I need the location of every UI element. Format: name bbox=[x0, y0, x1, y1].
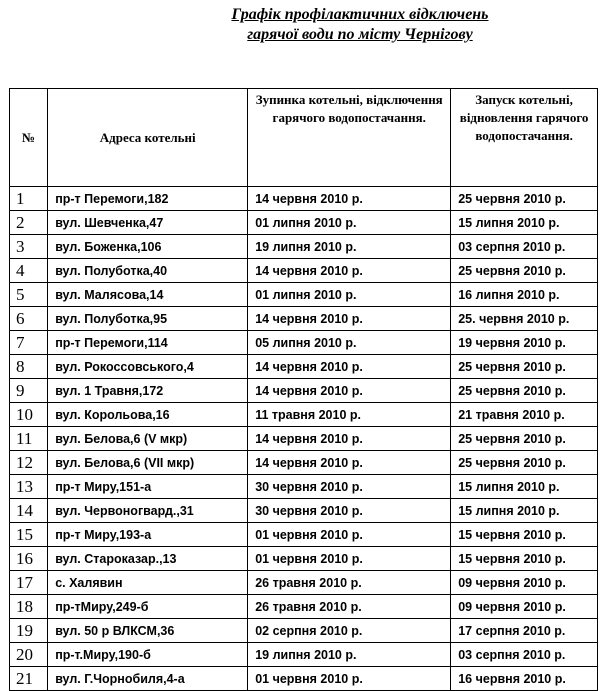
row-stop-date: 14 червня 2010 р. bbox=[248, 379, 451, 403]
row-start-date: 19 червня 2010 р. bbox=[451, 331, 598, 355]
row-start-date: 21 травня 2010 р. bbox=[451, 403, 598, 427]
header-start-date: Запуск котельні, відновлення гарячого водопостачання. bbox=[451, 89, 598, 187]
header-stop-date: Зупинка котельні, відключення гарячого водопостачання. bbox=[248, 89, 451, 187]
row-start-date: 25 червня 2010 р. bbox=[451, 259, 598, 283]
table-row bbox=[10, 547, 598, 571]
row-number: 18 bbox=[10, 595, 48, 619]
row-start-date: 25 червня 2010 р. bbox=[451, 355, 598, 379]
row-start-date: 25 червня 2010 р. bbox=[451, 379, 598, 403]
row-number: 2 bbox=[10, 211, 48, 235]
row-stop-date: 14 червня 2010 р. bbox=[248, 427, 451, 451]
row-number: 15 bbox=[10, 523, 48, 547]
row-stop-date: 14 червня 2010 р. bbox=[248, 451, 451, 475]
row-address: вул. Боженка,106 bbox=[48, 235, 248, 259]
row-start-date: 25 червня 2010 р. bbox=[451, 451, 598, 475]
row-address: вул. 50 р ВЛКСМ,36 bbox=[48, 619, 248, 643]
title-line-1: Графік профілактичних відключень bbox=[231, 6, 489, 23]
row-stop-date: 14 червня 2010 р. bbox=[248, 259, 451, 283]
row-number: 11 bbox=[10, 427, 48, 451]
table-row bbox=[10, 595, 598, 619]
row-number: 8 bbox=[10, 355, 48, 379]
row-stop-date: 30 червня 2010 р. bbox=[248, 499, 451, 523]
table-row bbox=[10, 403, 598, 427]
table-row bbox=[10, 643, 598, 667]
row-address: пр-тМиру,249-б bbox=[48, 595, 248, 619]
row-number: 10 bbox=[10, 403, 48, 427]
title-line-2: гарячої води по місту Чернігову bbox=[247, 26, 473, 43]
document-title bbox=[180, 5, 540, 45]
row-address: пр-т Миру,193-а bbox=[48, 523, 248, 547]
table-row bbox=[10, 331, 598, 355]
row-number: 13 bbox=[10, 475, 48, 499]
row-number: 5 bbox=[10, 283, 48, 307]
row-stop-date: 14 червня 2010 р. bbox=[248, 307, 451, 331]
row-stop-date: 01 червня 2010 р. bbox=[248, 547, 451, 571]
table-row bbox=[10, 235, 598, 259]
row-start-date: 25 червня 2010 р. bbox=[451, 187, 598, 211]
table-row bbox=[10, 571, 598, 595]
row-number: 12 bbox=[10, 451, 48, 475]
table-row bbox=[10, 355, 598, 379]
row-start-date: 25. червня 2010 р. bbox=[451, 307, 598, 331]
row-start-date: 03 серпня 2010 р. bbox=[451, 643, 598, 667]
row-start-date: 17 серпня 2010 р. bbox=[451, 619, 598, 643]
table-row bbox=[10, 451, 598, 475]
row-start-date: 16 червня 2010 р. bbox=[451, 667, 598, 691]
row-start-date: 15 липня 2010 р. bbox=[451, 475, 598, 499]
row-address: пр-т Перемоги,114 bbox=[48, 331, 248, 355]
row-start-date: 03 серпня 2010 р. bbox=[451, 235, 598, 259]
row-stop-date: 01 липня 2010 р. bbox=[248, 283, 451, 307]
header-address: Адреса котельні bbox=[48, 89, 248, 187]
row-address: вул. Полуботка,95 bbox=[48, 307, 248, 331]
table-row bbox=[10, 499, 598, 523]
row-address: вул. Шевченка,47 bbox=[48, 211, 248, 235]
row-number: 3 bbox=[10, 235, 48, 259]
schedule-table bbox=[9, 88, 598, 691]
row-address: вул. Корольова,16 bbox=[48, 403, 248, 427]
row-number: 4 bbox=[10, 259, 48, 283]
row-address: вул. Белова,6 (V мкр) bbox=[48, 427, 248, 451]
row-stop-date: 26 травня 2010 р. bbox=[248, 571, 451, 595]
row-number: 20 bbox=[10, 643, 48, 667]
row-start-date: 15 липня 2010 р. bbox=[451, 499, 598, 523]
table-row bbox=[10, 619, 598, 643]
row-address: вул. Староказар.,13 bbox=[48, 547, 248, 571]
row-start-date: 15 липня 2010 р. bbox=[451, 211, 598, 235]
table-header-row bbox=[10, 89, 598, 187]
row-address: вул. Червоногвард.,31 bbox=[48, 499, 248, 523]
row-number: 19 bbox=[10, 619, 48, 643]
row-address: вул. 1 Травня,172 bbox=[48, 379, 248, 403]
row-stop-date: 19 липня 2010 р. bbox=[248, 235, 451, 259]
header-number: № bbox=[10, 89, 48, 187]
row-number: 6 bbox=[10, 307, 48, 331]
row-number: 1 bbox=[10, 187, 48, 211]
table-row bbox=[10, 379, 598, 403]
table-row bbox=[10, 187, 598, 211]
table-row bbox=[10, 259, 598, 283]
row-address: пр-т.Миру,190-б bbox=[48, 643, 248, 667]
row-stop-date: 01 червня 2010 р. bbox=[248, 523, 451, 547]
row-number: 16 bbox=[10, 547, 48, 571]
row-start-date: 25 червня 2010 р. bbox=[451, 427, 598, 451]
row-address: вул. Белова,6 (VII мкр) bbox=[48, 451, 248, 475]
table-row bbox=[10, 667, 598, 691]
row-number: 21 bbox=[10, 667, 48, 691]
row-stop-date: 14 червня 2010 р. bbox=[248, 187, 451, 211]
row-stop-date: 26 травня 2010 р. bbox=[248, 595, 451, 619]
row-start-date: 15 червня 2010 р. bbox=[451, 523, 598, 547]
row-address: вул. Рокоссовського,4 bbox=[48, 355, 248, 379]
row-address: вул. Малясова,14 bbox=[48, 283, 248, 307]
row-start-date: 15 червня 2010 р. bbox=[451, 547, 598, 571]
row-address: вул. Г.Чорнобиля,4-а bbox=[48, 667, 248, 691]
row-start-date: 09 червня 2010 р. bbox=[451, 595, 598, 619]
row-number: 17 bbox=[10, 571, 48, 595]
row-stop-date: 14 червня 2010 р. bbox=[248, 355, 451, 379]
row-address: пр-т Миру,151-а bbox=[48, 475, 248, 499]
row-stop-date: 30 червня 2010 р. bbox=[248, 475, 451, 499]
table-row bbox=[10, 307, 598, 331]
row-stop-date: 11 травня 2010 р. bbox=[248, 403, 451, 427]
row-number: 7 bbox=[10, 331, 48, 355]
table-row bbox=[10, 523, 598, 547]
row-stop-date: 01 липня 2010 р. bbox=[248, 211, 451, 235]
table-row bbox=[10, 283, 598, 307]
row-number: 9 bbox=[10, 379, 48, 403]
row-start-date: 16 липня 2010 р. bbox=[451, 283, 598, 307]
table-row bbox=[10, 427, 598, 451]
row-stop-date: 05 липня 2010 р. bbox=[248, 331, 451, 355]
row-address: с. Халявин bbox=[48, 571, 248, 595]
table-body bbox=[10, 187, 598, 691]
row-stop-date: 02 серпня 2010 р. bbox=[248, 619, 451, 643]
row-stop-date: 19 липня 2010 р. bbox=[248, 643, 451, 667]
table-row bbox=[10, 475, 598, 499]
row-start-date: 09 червня 2010 р. bbox=[451, 571, 598, 595]
table-row bbox=[10, 211, 598, 235]
row-address: пр-т Перемоги,182 bbox=[48, 187, 248, 211]
row-number: 14 bbox=[10, 499, 48, 523]
row-stop-date: 01 червня 2010 р. bbox=[248, 667, 451, 691]
row-address: вул. Полуботка,40 bbox=[48, 259, 248, 283]
